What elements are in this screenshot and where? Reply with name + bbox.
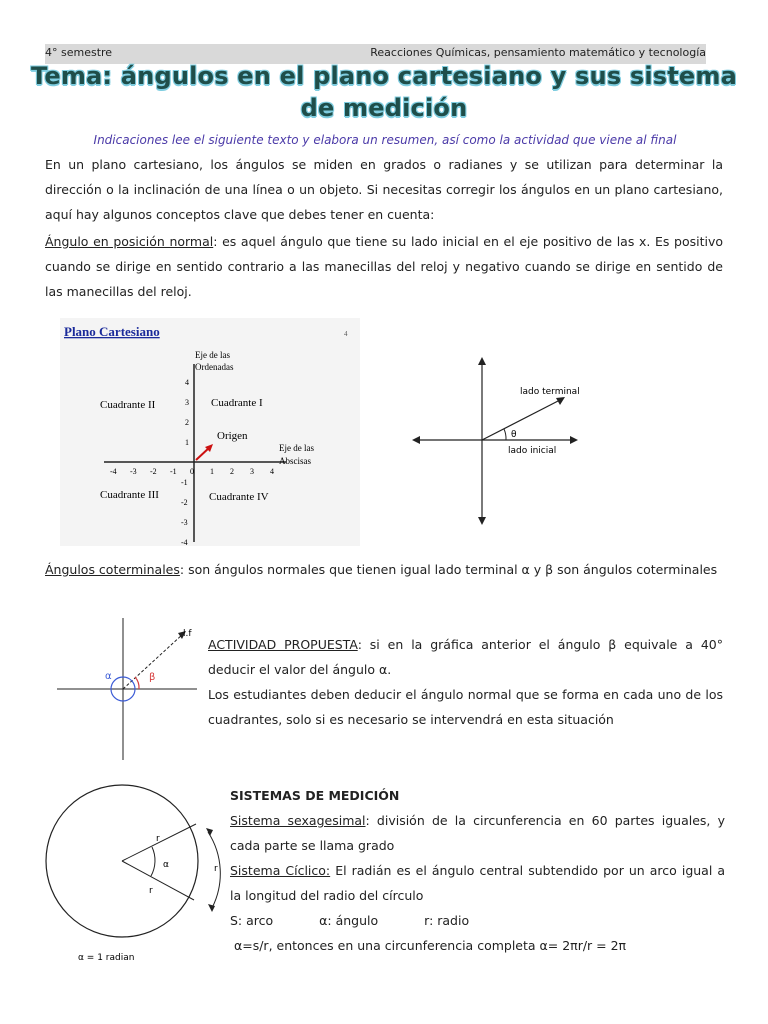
quadrant-2-label: Cuadrante II	[100, 399, 156, 411]
cyclic-term: Sistema Cíclico:	[230, 863, 331, 878]
arc-arrowhead-top	[206, 828, 213, 836]
lf-label: l.f	[183, 629, 192, 639]
radius-label-upper: r	[156, 834, 160, 844]
activity-paragraph	[208, 632, 723, 732]
activity-text-2: Los estudiantes deben deducir el ángulo normal que se forma en cada uno de los cuadrantes, solo si es necesario se intervendrá en esta situación	[208, 687, 723, 727]
x-tick-label: -1	[170, 467, 177, 476]
activity-term: ACTIVIDAD PROPUESTA	[208, 637, 358, 652]
sexagesimal-term: Sistema sexagesimal	[230, 813, 366, 828]
alpha-arc	[151, 847, 155, 876]
x-tick-label: 3	[250, 467, 254, 476]
radius-lower	[122, 861, 194, 900]
coterminal-figure	[55, 614, 200, 764]
plane-title: Plano Cartesiano	[64, 324, 160, 339]
radian-circle-figure	[30, 780, 230, 968]
x-tick-labels	[110, 467, 274, 476]
activity-text-1: : si en la gráfica anterior el ángulo β equivale a 40° deducir el valor del ángulo α.	[208, 637, 723, 677]
coterminal-text: : son ángulos normales que tienen igual lado terminal α y β son ángulos coterminales	[179, 562, 718, 577]
intro-paragraph: En un plano cartesiano, los ángulos se miden en grados o radianes y se utilizan para determinar la dirección o la inclinación de una línea o un objeto. Si necesitas corregir los ángulos en un plano cartesiano, aquí hay algunos conceptos clave que debes tener en cuenta:	[45, 157, 723, 222]
y-tick-label: -4	[181, 538, 188, 546]
x-axis-label-2: Abscisas	[279, 456, 311, 466]
quadrant-3-label: Cuadrante III	[100, 489, 159, 501]
page-title-line-1: Tema: ángulos en el plano cartesiano y sus sistema	[30, 62, 738, 90]
normal-position-text: : es aquel ángulo que tiene su lado inicial en el eje positivo de las x. Es positivo cuando se dirige en sentido contrario a las manecillas del reloj y negativo cuando se dirige en sentido de las manecillas del reloj.	[45, 234, 723, 299]
arc-label: r	[214, 864, 218, 874]
cyclic-text: El radián es el ángulo central subtendido por un arco igual a la longitud del radio del círculo	[230, 863, 726, 903]
beta-label: β	[149, 672, 156, 683]
terminal-label: lado terminal	[520, 387, 580, 397]
page-title-line-2: de medición	[300, 94, 468, 122]
beta-arc	[135, 677, 139, 689]
sexagesimal-text: : división de la circunferencia en 60 partes iguales, y cada parte se llama grado	[230, 813, 725, 853]
x-tick-label: 0	[190, 467, 194, 476]
variables-row	[230, 913, 469, 928]
var-r: r: radio	[424, 913, 470, 928]
y-tick-label: -2	[181, 498, 188, 507]
x-axis-label-1: Eje de las	[279, 443, 314, 453]
radius-label-lower: r	[149, 886, 153, 896]
terminal-initial-figure	[410, 355, 580, 525]
var-alpha: α: ángulo	[319, 913, 379, 928]
y-axis-label-1: Eje de las	[195, 350, 230, 360]
arc-arrowhead-bottom	[208, 904, 215, 912]
y-tick-label: 2	[185, 418, 189, 427]
radian-formula: α=s/r, entonces en una circunferencia completa α= 2πr/r = 2π	[234, 938, 627, 953]
terminal-side	[482, 400, 560, 440]
measurement-systems	[230, 783, 725, 958]
x-tick-label: 1	[210, 467, 214, 476]
normal-position-term: Ángulo en posición normal	[45, 234, 214, 249]
x-tick-label: -3	[130, 467, 137, 476]
theta-arc	[504, 429, 506, 440]
alpha-label: α	[105, 671, 112, 682]
quadrant-4-label: Cuadrante IV	[209, 491, 269, 503]
var-s: S: arco	[230, 913, 274, 928]
x-tick-label: 2	[230, 467, 234, 476]
x-tick-label: -2	[150, 467, 157, 476]
coterminal-term: Ángulos coterminales	[45, 562, 180, 577]
y-tick-label: 1	[185, 438, 189, 447]
x-tick-label: 4	[270, 467, 274, 476]
y-axis-label-2: Ordenadas	[195, 362, 234, 372]
cartesian-plane-figure	[60, 318, 360, 546]
coterminal-paragraph	[45, 557, 723, 582]
radian-caption: α = 1 radian	[78, 953, 135, 963]
vertical-arrow-up	[478, 357, 486, 365]
vertical-arrow-down	[478, 517, 486, 525]
y-tick-label: 3	[185, 398, 189, 407]
y-tick-label: -1	[181, 478, 188, 487]
course-label: Reacciones Químicas, pensamiento matemático y tecnología	[370, 46, 706, 59]
horizontal-arrow-right	[570, 436, 578, 444]
alpha-label: α	[163, 860, 169, 870]
corner-mark: 4	[344, 330, 348, 338]
initial-label: lado inicial	[508, 446, 557, 456]
instructions: Indicaciones lee el siguiente texto y elabora un resumen, así como la actividad que viene al final	[93, 133, 677, 147]
origin-label: Origen	[217, 430, 248, 442]
y-tick-label: -3	[181, 518, 188, 527]
horizontal-arrow-left	[412, 436, 420, 444]
theta-label: θ	[511, 430, 517, 440]
quadrant-1-label: Cuadrante I	[211, 397, 263, 409]
systems-heading: SISTEMAS DE MEDICIÓN	[230, 788, 400, 803]
y-tick-label: 4	[185, 378, 189, 387]
semester-label: 4° semestre	[45, 46, 113, 59]
normal-position-paragraph	[45, 229, 723, 304]
x-tick-label: -4	[110, 467, 117, 476]
